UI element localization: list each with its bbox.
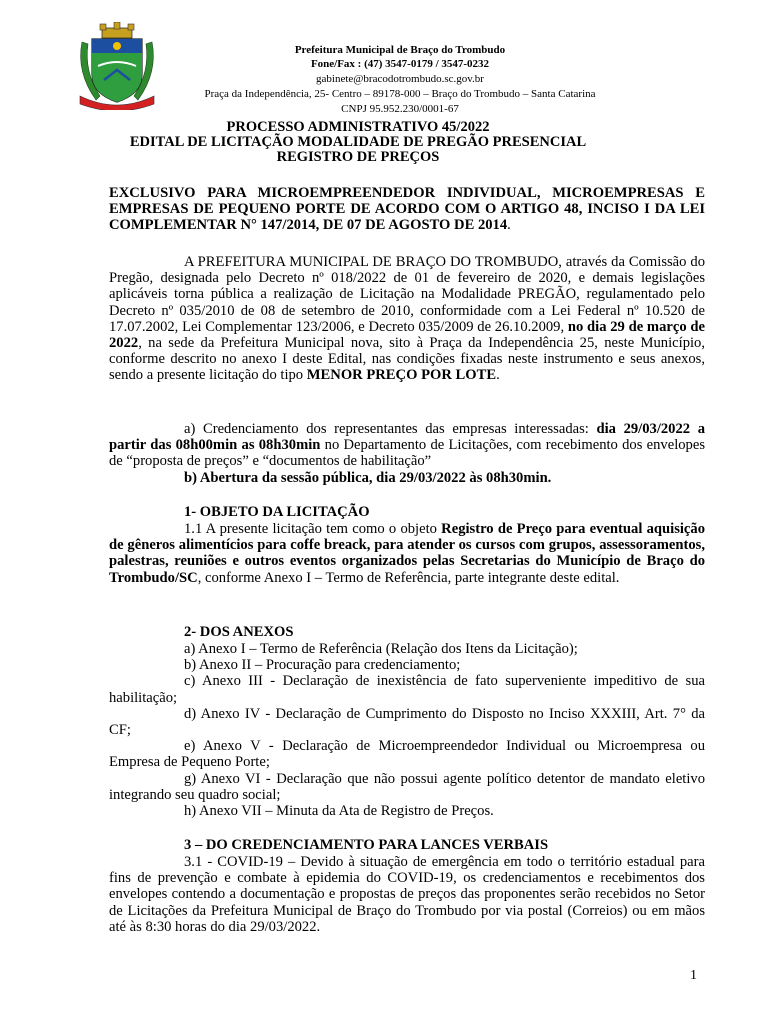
doc-title-registro: REGISTRO DE PREÇOS (276, 149, 440, 165)
header-address: Praça da Independência, 25- Centro – 89178-000 – Braço do Trombudo – Santa Catarina (204, 88, 596, 100)
annex-item: e) Anexo V - Declaração de Microempreendedor Individual ou Microempresa ou Empresa de Pequeno Porte; (109, 738, 705, 771)
section-1-heading: 1- OBJETO DA LICITAÇÃO (184, 504, 370, 520)
section-2-heading: 2- DOS ANEXOS (184, 624, 294, 640)
annex-item: h) Anexo VII – Minuta da Ata de Registro de Preços. (184, 803, 494, 820)
page-number: 1 (690, 968, 697, 983)
intro-paragraph: A PREFEITURA MUNICIPAL DE BRAÇO DO TROMBUDO, através da Comissão do Pregão, designada pelo Decreto nº 018/2022 de 01 de fevereiro de 2020, e demais legislações aplicáveis torna pública a realização de Licitação na Modalidade PREGÃO, regulamentado pelo Decreto nº 035/2010 de 08 de setembro de 2010, conformidade com a Lei Federal nº 10.520 de 17.07.2002, Lei Complementar 123/2006, e Decreto 035/2009 de 26.10.2009, no dia 29 de março de 2022, na sede da Prefeitura Municipal nova, sito à Praça da Independência 25, neste Município, conforme descrito no anexo I deste Edital, nas condições fixadas neste instrumento e seus anexos, sendo a presente licitação do tipo MENOR PREÇO POR LOTE. (109, 254, 705, 384)
header-cnpj: CNPJ 95.952.230/0001-67 (341, 103, 459, 115)
doc-title-edital: EDITAL DE LICITAÇÃO MODALIDADE DE PREGÃO PRESENCIAL (129, 134, 587, 150)
annex-item: a) Anexo I – Termo de Referência (Relação dos Itens da Licitação); (184, 641, 578, 657)
credenciamento-a: a) Credenciamento dos representantes das empresas interessadas: dia 29/03/2022 a partir das 08h00min as 08h30min no Departamento de Licitações, com recebimento dos envelopes de “proposta de preços” e “documentos de habilitação” (109, 421, 706, 470)
section-3-text: 3.1 - COVID-19 – Devido à situação de emergência em todo o território estadual para fins de prevenção e combate à epidemia do COVID-19, os credenciamentos e recebimentos dos envelopes contendo a documentação e propostas de preços das proponentes serão recebidos no Setor de Licitações da Prefeitura Municipal de Braço do Trombudo por via postal (Correios) ou em mãos até às 8:30 horas do dia 29/03/2022. (109, 854, 705, 935)
section-1-text: 1.1 A presente licitação tem como o objeto Registro de Preço para eventual aquisição de gêneros alimentícios para coffe breack, para atender os cursos com grupos, assessoramentos, palestras, reuniões e outros eventos organizados pelas Secretarias do Município de Braço do Trombudo/SC, conforme Anexo I – Termo de Referência, parte integrante deste edital. (109, 521, 706, 586)
annex-item: c) Anexo III - Declaração de inexistência de fato superveniente impeditivo de sua habilitação; (109, 673, 705, 706)
annex-item: d) Anexo IV - Declaração de Cumprimento do Disposto no Inciso XXXIII, Art. 7° da CF; (109, 705, 705, 739)
municipal-coat-of-arms (74, 22, 160, 110)
credenciamento-b: b) Abertura da sessão pública, dia 29/03/2022 às 08h30min. (184, 470, 552, 486)
doc-title-process: PROCESSO ADMINISTRATIVO 45/2022 (226, 119, 490, 135)
annex-item: b) Anexo II – Procuração para credenciamento; (184, 657, 461, 674)
header-email: gabinete@bracodotrombudo.sc.gov.br (316, 73, 484, 85)
annex-item: g) Anexo VI - Declaração que não possui agente político detentor de mandato eletivo integrando seu quadro social; (109, 770, 705, 803)
header-phone: Fone/Fax : (47) 3547-0179 / 3547-0232 (310, 58, 490, 70)
annex-list (109, 641, 705, 819)
header-municipality: Prefeitura Municipal de Braço do Trombudo (294, 44, 506, 56)
exclusive-notice: EXCLUSIVO PARA MICROEMPREENDEDOR INDIVIDUAL, MICROEMPRESAS E EMPRESAS DE PEQUENO PORTE DE ACORDO COM O ARTIGO 48, INCISO I DA LEI COMPLEMENTAR N° 147/2014, DE 07 DE AGOSTO DE 2014. (109, 185, 705, 234)
section-3-heading: 3 – DO CREDENCIAMENTO PARA LANCES VERBAIS (184, 837, 549, 853)
